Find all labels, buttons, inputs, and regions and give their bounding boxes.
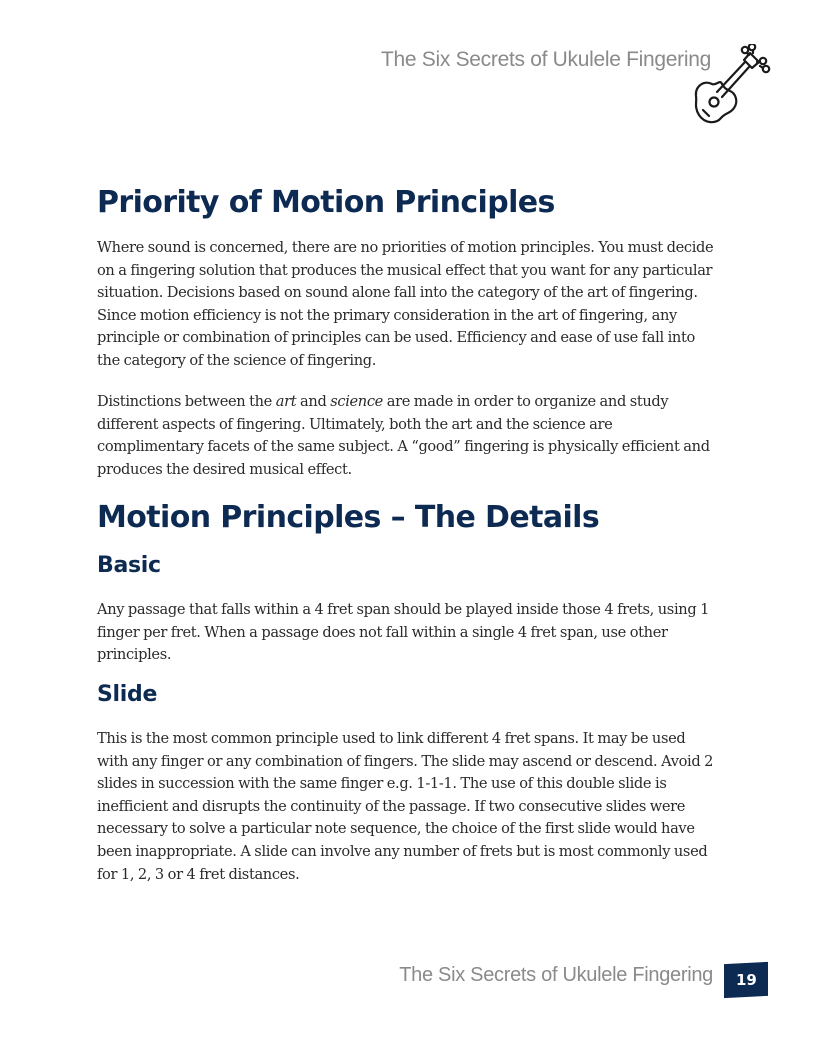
page-number: 19 bbox=[735, 971, 757, 989]
paragraph-priority-2-text-a: Distinctions between the bbox=[97, 393, 276, 410]
paragraph-priority-1: Where sound is concerned, there are no priorities of motion principles. You must decide on a fingering solution that produces the musical effect that you want for any particular situation. Decisions based on sound alone fall into the category of the art of fingering. Since motion efficiency is not the primary consideration in the art of fingering, any principle or combination of principles can be used. Efficiency and ease of use fall into the category of the science of fingering. bbox=[97, 239, 714, 369]
paragraph-priority-2-text-c: are made in order to organize and study different aspects of fingering. Ultimately, both the art and the science are complimentary facets of the same subject. A “good” fingering is physically efficient and produces the desired musical effect. bbox=[97, 393, 710, 478]
subsection-heading-slide: Slide bbox=[97, 682, 158, 707]
ukulele-icon bbox=[690, 44, 774, 130]
paragraph-priority-2-text-b: and bbox=[296, 393, 331, 410]
section-heading-details: Motion Principles – The Details bbox=[97, 500, 600, 535]
paragraph-basic: Any passage that falls within a 4 fret span should be played inside those 4 frets, using 1 finger per fret. When a passage does not fall within a single 4 fret span, use other principles. bbox=[97, 601, 710, 664]
subsection-heading-basic: Basic bbox=[97, 553, 161, 578]
header-title: The Six Secrets of Ukulele Fingering bbox=[380, 48, 711, 71]
section-heading-priority: Priority of Motion Principles bbox=[97, 185, 555, 220]
paragraph-priority-2-science: science bbox=[330, 393, 383, 410]
paragraph-slide: This is the most common principle used to link different 4 fret spans. It may be used with any finger or any combination of fingers. The slide may ascend or descend. Avoid 2 slides in succession with the same finger e.g. 1-1-1. The use of this double slide is inefficient and disrupts the continuity of the passage. If two consecutive slides were necessary to solve a particular note sequence, the choice of the first slide would have been inappropriate. A slide can involve any number of frets but is most commonly used for 1, 2, 3 or 4 fret distances. bbox=[97, 730, 714, 883]
footer-title: The Six Secrets of Ukulele Fingering bbox=[399, 964, 713, 986]
paragraph-priority-2 bbox=[97, 391, 717, 481]
page-number-badge bbox=[724, 962, 768, 998]
paragraph-priority-2-art: art bbox=[275, 393, 297, 410]
